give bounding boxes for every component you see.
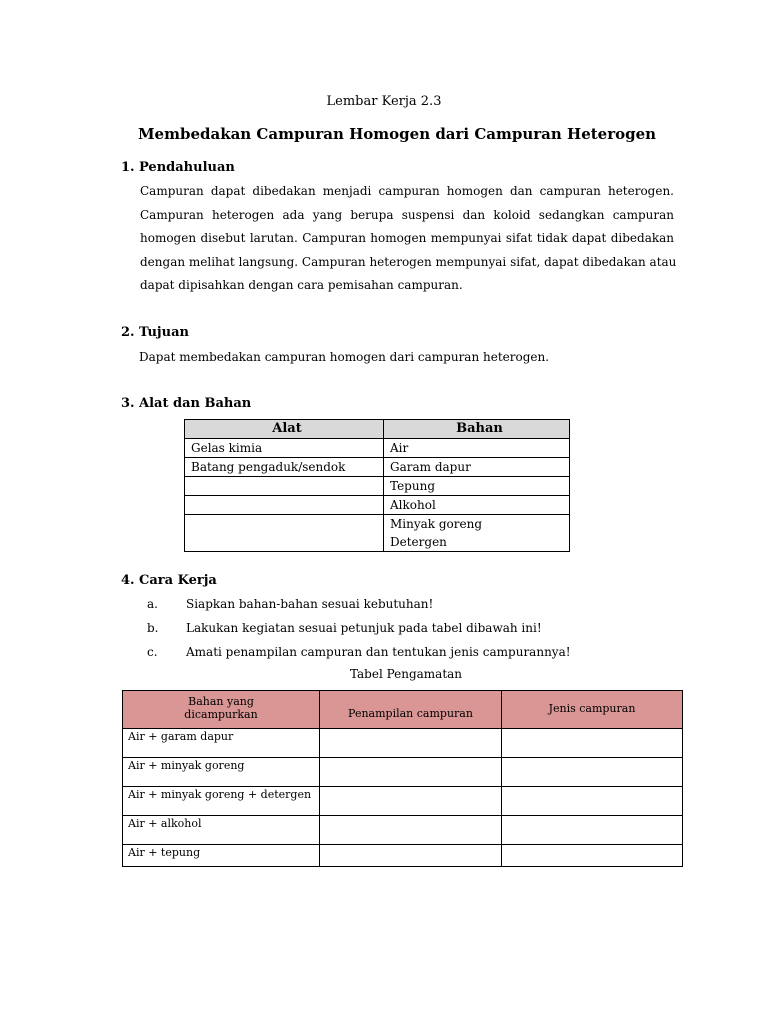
- appearance-cell[interactable]: [320, 816, 502, 845]
- material-item: Detergen: [390, 535, 447, 549]
- column-header-mixture-line: Bahan yang: [188, 694, 254, 708]
- table-row: [123, 816, 683, 845]
- intro-line: Campuran dapat dibedakan menjadi campuran homogen dan campuran heterogen.: [140, 184, 674, 198]
- step-marker: a.: [147, 597, 158, 611]
- type-cell[interactable]: [502, 845, 683, 867]
- table-row: [185, 458, 570, 477]
- section-heading-materials: Alat dan Bahan: [139, 396, 252, 411]
- tool-cell: [185, 477, 384, 496]
- material-cell: Alkohol: [384, 496, 570, 515]
- intro-line: dapat dipisahkan dengan cara pemisahan campuran.: [140, 278, 463, 293]
- tools-materials-table: [184, 419, 570, 552]
- table-row: [123, 758, 683, 787]
- appearance-cell[interactable]: [320, 758, 502, 787]
- mixture-cell: Air + garam dapur: [123, 729, 320, 758]
- section-number-procedure: 4.: [121, 573, 135, 588]
- tool-cell: [185, 496, 384, 515]
- intro-paragraph: [140, 180, 677, 298]
- sheet-label: Lembar Kerja 2.3: [326, 94, 442, 109]
- material-cell: Tepung: [384, 477, 570, 496]
- type-cell[interactable]: [502, 787, 683, 816]
- mixture-cell: Air + minyak goreng + detergen: [123, 787, 320, 816]
- mixture-cell: Air + minyak goreng: [123, 758, 320, 787]
- section-heading-procedure: Cara Kerja: [139, 573, 217, 588]
- section-heading-goal: Tujuan: [139, 325, 189, 340]
- intro-line: dengan melihat langsung. Campuran heterogen mempunyai sifat, dapat dibedakan atau: [140, 254, 677, 269]
- column-header-mixture-line: dicampurkan: [184, 707, 258, 721]
- type-cell[interactable]: [502, 758, 683, 787]
- section-heading-intro: Pendahuluan: [139, 160, 235, 175]
- step-text: Siapkan bahan-bahan sesuai kebutuhan!: [186, 597, 434, 611]
- tool-cell: Gelas kimia: [185, 439, 384, 458]
- step-text: Lakukan kegiatan sesuai petunjuk pada tabel dibawah ini!: [186, 621, 542, 635]
- material-cell: Garam dapur: [384, 458, 570, 477]
- step-marker: b.: [147, 621, 159, 635]
- column-header-type: [502, 691, 683, 729]
- column-header-appearance: [320, 691, 502, 729]
- type-cell[interactable]: [502, 729, 683, 758]
- column-header-tools: Alat: [185, 420, 384, 439]
- page-title: Membedakan Campuran Homogen dari Campuran Heterogen: [137, 125, 657, 143]
- step-marker: c.: [147, 645, 158, 659]
- material-item: Minyak goreng: [390, 517, 483, 531]
- appearance-cell[interactable]: [320, 787, 502, 816]
- table-row: [185, 477, 570, 496]
- intro-line: Campuran heterogen ada yang berupa suspensi dan koloid sedangkan campuran: [140, 207, 674, 222]
- section-number-materials: 3.: [121, 396, 135, 411]
- table-row: [185, 496, 570, 515]
- table-row: [185, 439, 570, 458]
- table-row: [123, 787, 683, 816]
- section-number-goal: 2.: [121, 325, 135, 340]
- tool-cell: Batang pengaduk/sendok: [185, 458, 384, 477]
- table-row: [123, 845, 683, 867]
- appearance-cell[interactable]: [320, 845, 502, 867]
- table-row: [123, 729, 683, 758]
- intro-line: homogen disebut larutan. Campuran homogen mempunyai sifat tidak dapat dibedakan: [140, 231, 674, 246]
- material-cell: [384, 515, 570, 552]
- goal-text: Dapat membedakan campuran homogen dari campuran heterogen.: [139, 350, 550, 364]
- section-number-intro: 1.: [121, 160, 135, 175]
- mixture-cell: Air + alkohol: [123, 816, 320, 845]
- table-caption: Tabel Pengamatan: [349, 667, 463, 681]
- table-row: [185, 515, 570, 552]
- column-header-mixture: [123, 691, 320, 729]
- material-cell: Air: [384, 439, 570, 458]
- tool-cell: [185, 515, 384, 552]
- column-header-materials: Bahan: [384, 420, 570, 439]
- type-cell[interactable]: [502, 816, 683, 845]
- observation-table: [122, 690, 683, 867]
- mixture-cell: Air + tepung: [123, 845, 320, 867]
- column-header-type-label: Jenis campuran: [548, 702, 636, 715]
- appearance-cell[interactable]: [320, 729, 502, 758]
- column-header-appearance-label: Penampilan campuran: [348, 707, 473, 720]
- step-text: Amati penampilan campuran dan tentukan jenis campurannya!: [186, 645, 571, 659]
